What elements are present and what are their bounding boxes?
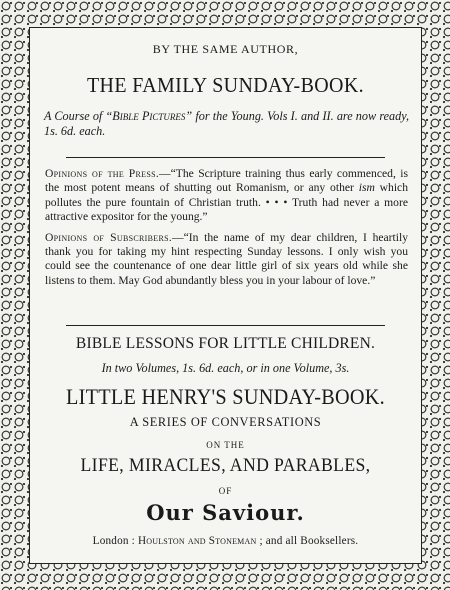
press-opinion-text-1: —“The Scripture training thus early commenced, is the most potent means of shutting out Romanism, or any other bbox=[45, 167, 408, 195]
advertisement-panel bbox=[29, 27, 422, 564]
press-opinion-ism: ism bbox=[358, 181, 375, 195]
little-henry-title: LITTLE HENRY'S SUNDAY-BOOK. bbox=[65, 384, 386, 409]
life-miracles-parables-title: LIFE, MIRACLES, AND PARABLES, bbox=[80, 455, 371, 476]
press-opinion bbox=[45, 167, 408, 225]
booksellers-text: ; and all Booksellers. bbox=[256, 535, 359, 547]
divider-rule bbox=[66, 157, 385, 158]
publisher-name: Houlston and Stoneman bbox=[137, 535, 257, 547]
family-sunday-book-title: THE FAMILY SUNDAY-BOOK. bbox=[86, 73, 365, 97]
bible-pictures-text: Bible Pictures bbox=[112, 109, 186, 123]
by-author-heading: BY THE SAME AUTHOR, bbox=[152, 42, 299, 56]
series-subtitle: A SERIES OF CONVERSATIONS bbox=[129, 415, 322, 429]
course-description bbox=[44, 109, 409, 139]
of-text: OF bbox=[218, 486, 233, 496]
subscribers-opinion bbox=[45, 231, 408, 289]
press-opinion-text-2: which pollutes the pure fountain of Christian truth. • • • Truth had never a more attractive expositor for the young.” bbox=[45, 181, 408, 224]
london-label: London : bbox=[92, 535, 138, 547]
subscribers-opinion-heading: Opinions of Subscribers. bbox=[45, 230, 173, 244]
opinions-section bbox=[45, 167, 408, 294]
our-saviour-title: Our Saviour. bbox=[146, 500, 305, 525]
subscribers-opinion-text: —“In the name of my dear children, I heartily thank you for taking my hint respecting Sunday lessons. I only wish you could see the countenance of one dear little girl of six years old while she listens to them. May God abundantly bless you in your labour of love.” bbox=[45, 230, 408, 287]
bible-lessons-heading: BIBLE LESSONS FOR LITTLE CHILDREN. bbox=[75, 335, 376, 352]
on-the-text: ON THE bbox=[206, 440, 245, 450]
press-opinion-heading: Opinions of the Press. bbox=[45, 167, 160, 180]
course-post: ” for the Young. Vols I. and II. are now ready, 1s. 6d. each. bbox=[44, 109, 409, 138]
course-pre: A Course of “ bbox=[44, 109, 113, 123]
publisher-line bbox=[30, 535, 421, 547]
volumes-price-line: In two Volumes, 1s. 6d. each, or in one Volume, 3s. bbox=[101, 361, 350, 375]
divider-rule bbox=[66, 325, 385, 326]
